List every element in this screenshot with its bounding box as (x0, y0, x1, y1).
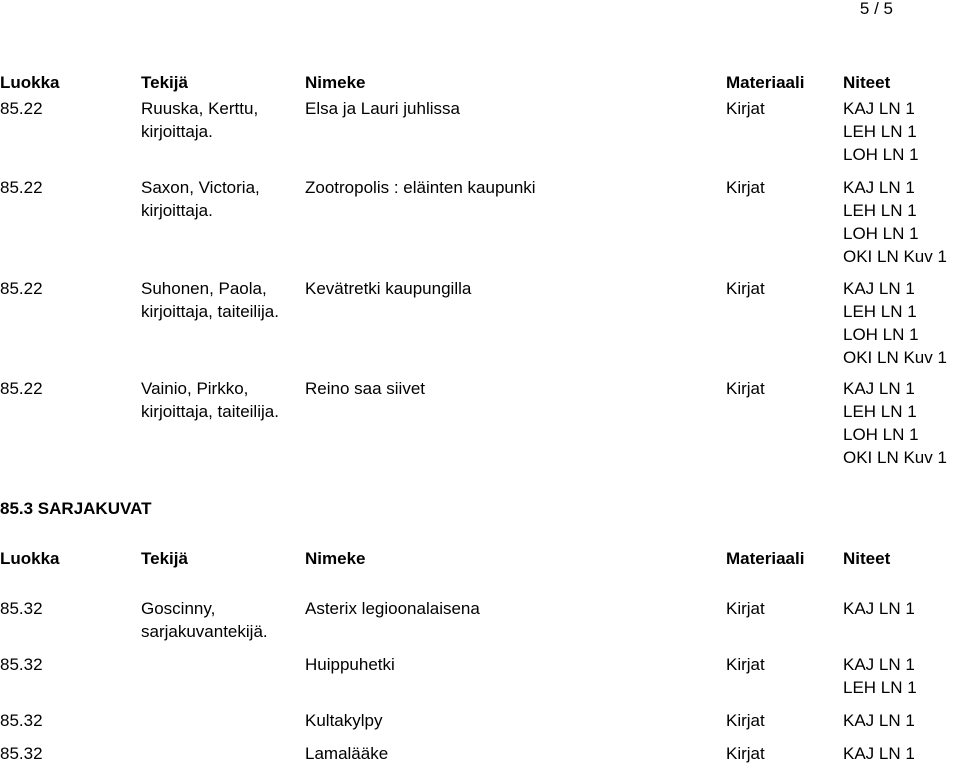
cell-tekija: Goscinny, sarjakuvantekijä. (141, 599, 268, 641)
cell-materiaali: Kirjat (726, 599, 765, 618)
cell-materiaali: Kirjat (726, 744, 765, 763)
cell-niteet: KAJ LN 1 LEH LN 1 LOH LN 1 OKI LN Kuv 1 (843, 178, 947, 266)
cell-nimeke: Kultakylpy (305, 711, 383, 730)
header-materiaali: Materiaali (726, 73, 805, 92)
header-nimeke: Nimeke (305, 73, 366, 92)
cell-nimeke: Elsa ja Lauri juhlissa (305, 99, 460, 118)
header-luokka: Luokka (0, 73, 60, 92)
cell-luokka: 85.22 (0, 279, 43, 298)
cell-luokka: 85.32 (0, 655, 43, 674)
cell-nimeke: Reino saa siivet (305, 379, 426, 398)
cell-nimeke: Kevätretki kaupungilla (305, 279, 472, 298)
cell-tekija: Saxon, Victoria, kirjoittaja. (141, 178, 260, 220)
cell-niteet: KAJ LN 1 (843, 711, 915, 730)
cell-luokka: 85.22 (0, 99, 43, 118)
cell-materiaali: Kirjat (726, 655, 765, 674)
cell-luokka: 85.32 (0, 599, 43, 618)
cell-tekija: Suhonen, Paola, kirjoittaja, taiteilija. (141, 279, 279, 321)
header-niteet: Niteet (843, 549, 891, 568)
cell-nimeke: Zootropolis : eläinten kaupunki (305, 178, 536, 197)
section-title: 85.3 SARJAKUVAT (0, 499, 152, 518)
cell-niteet: KAJ LN 1 LEH LN 1 (843, 655, 917, 697)
cell-tekija: Vainio, Pirkko, kirjoittaja, taiteilija. (141, 379, 279, 421)
cell-nimeke: Asterix legioonalaisena (305, 599, 480, 618)
cell-nimeke: Huippuhetki (305, 655, 395, 674)
cell-materiaali: Kirjat (726, 711, 765, 730)
cell-tekija: Ruuska, Kerttu, kirjoittaja. (141, 99, 259, 141)
cell-niteet: KAJ LN 1 (843, 744, 915, 763)
cell-materiaali: Kirjat (726, 379, 765, 398)
cell-luokka: 85.22 (0, 178, 43, 197)
cell-luokka: 85.32 (0, 744, 43, 763)
cell-materiaali: Kirjat (726, 279, 765, 298)
cell-materiaali: Kirjat (726, 178, 765, 197)
page-number: 5 / 5 (859, 0, 893, 18)
header-nimeke: Nimeke (305, 549, 366, 568)
cell-niteet: KAJ LN 1 LEH LN 1 LOH LN 1 OKI LN Kuv 1 (843, 279, 947, 367)
cell-nimeke: Lamalääke (305, 744, 389, 763)
header-materiaali: Materiaali (726, 549, 805, 568)
header-tekija: Tekijä (141, 73, 188, 92)
cell-niteet: KAJ LN 1 LEH LN 1 LOH LN 1 (843, 99, 919, 164)
cell-luokka: 85.22 (0, 379, 43, 398)
cell-materiaali: Kirjat (726, 99, 765, 118)
cell-niteet: KAJ LN 1 LEH LN 1 LOH LN 1 OKI LN Kuv 1 (843, 379, 947, 467)
header-tekija: Tekijä (141, 549, 188, 568)
cell-luokka: 85.32 (0, 711, 43, 730)
cell-niteet: KAJ LN 1 (843, 599, 915, 618)
header-niteet: Niteet (843, 73, 891, 92)
header-luokka: Luokka (0, 549, 60, 568)
